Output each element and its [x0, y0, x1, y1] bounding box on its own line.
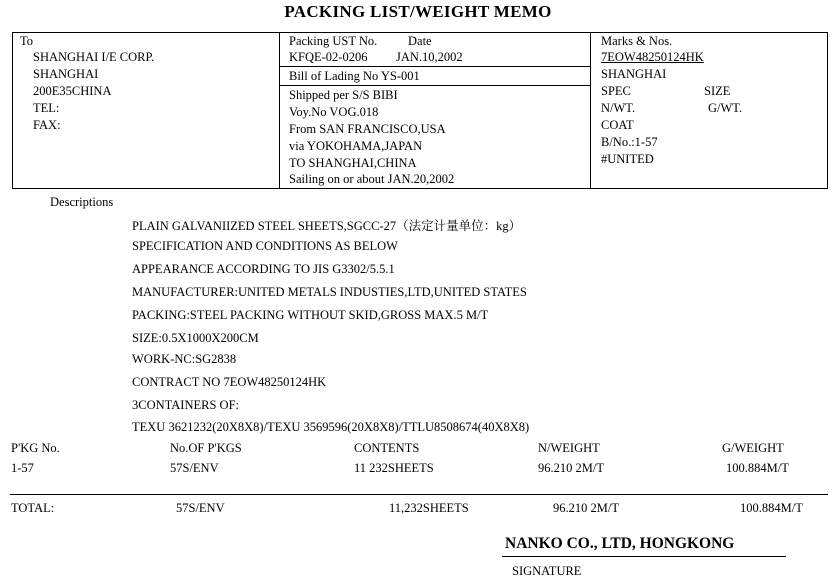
to-line: 200E35CHINA: [33, 84, 112, 98]
description-line: TEXU 3621232(20X8X8)/TEXU 3569596(20X8X8)/TTLU8508674(40X8X8): [132, 420, 530, 434]
cell-n-weight: 96.210 2M/T: [538, 461, 604, 475]
description-line: SIZE:0.5X1000X200CM: [132, 331, 259, 345]
shipped-line: Shipped per S/S BIBI: [289, 88, 398, 102]
total-label: TOTAL:: [11, 501, 55, 515]
to-line: SHANGHAI I/E CORP.: [33, 50, 155, 64]
bill-of-lading: Bill of Lading No YS-001: [289, 69, 420, 83]
description-line: WORK-NC:SG2838: [132, 352, 237, 366]
cell-g-weight: 100.884M/T: [726, 461, 789, 475]
shipped-line: via YOKOHAMA,JAPAN: [289, 139, 423, 153]
shipped-line: Sailing on or about JAN.20,2002: [289, 172, 455, 186]
marks-united: #UNITED: [601, 152, 654, 166]
document-title: PACKING LIST/WEIGHT MEMO: [284, 2, 552, 21]
marks-city: SHANGHAI: [601, 67, 667, 81]
packing-no-label: Packing UST No.: [289, 34, 378, 48]
to-line: FAX:: [33, 118, 61, 132]
descriptions-label: Descriptions: [50, 195, 114, 209]
shipped-line: Voy.No VOG.018: [289, 105, 379, 119]
total-no-of-pkgs: 57S/ENV: [176, 501, 225, 515]
date-value: JAN.10,2002: [396, 50, 463, 64]
shipped-line: TO SHANGHAI,CHINA: [289, 156, 417, 170]
company-name: NANKO CO., LTD, HONGKONG: [505, 535, 735, 552]
col-header-contents: CONTENTS: [354, 441, 420, 455]
description-line: CONTRACT NO 7EOW48250124HK: [132, 375, 327, 389]
marks-nwt: N/WT.: [601, 101, 636, 115]
marks-bno: B/No.:1-57: [601, 135, 658, 149]
divider-left: [279, 32, 280, 189]
date-label: Date: [408, 34, 432, 48]
shipped-line: From SAN FRANCISCO,USA: [289, 122, 446, 136]
description-line: MANUFACTURER:UNITED METALS INDUSTIES,LTD,UNITED STATES: [132, 285, 527, 299]
marks-gwt: G/WT.: [708, 101, 743, 115]
description-line: PACKING:STEEL PACKING WITHOUT SKID,GROSS MAX.5 M/T: [132, 308, 489, 322]
total-contents: 11,232SHEETS: [389, 501, 469, 515]
total-rule: [10, 494, 828, 495]
marks-size: SIZE: [704, 84, 731, 98]
marks-coat: COAT: [601, 118, 634, 132]
signature-label: SIGNATURE: [512, 564, 582, 578]
marks-label: Marks & Nos.: [601, 34, 673, 48]
description-line: PLAIN GALVANIIZED STEEL SHEETS,SGCC-27（法定计量单位：kg）: [132, 219, 522, 233]
signature-rule: [502, 556, 786, 557]
to-line: TEL:: [33, 101, 60, 115]
cell-contents: 11 232SHEETS: [354, 461, 434, 475]
col-header-pkg-no: P'KG No.: [11, 441, 60, 455]
rule-lading-bottom: [280, 85, 590, 86]
cell-no-of-pkgs: 57S/ENV: [170, 461, 219, 475]
to-label: To: [20, 34, 34, 48]
divider-right: [590, 32, 591, 189]
to-line: SHANGHAI: [33, 67, 99, 81]
total-n-weight: 96.210 2M/T: [553, 501, 619, 515]
description-line: 3CONTAINERS OF:: [132, 398, 239, 412]
col-header-no-of-pkgs: No.OF P'KGS: [170, 441, 242, 455]
rule-lading-top: [280, 66, 590, 67]
col-header-n-weight: N/WEIGHT: [538, 441, 600, 455]
total-g-weight: 100.884M/T: [740, 501, 803, 515]
col-header-g-weight: G/WEIGHT: [722, 441, 784, 455]
description-line: SPECIFICATION AND CONDITIONS AS BELOW: [132, 239, 398, 253]
description-line: APPEARANCE ACCORDING TO JIS G3302/5.5.1: [132, 262, 395, 276]
cell-pkg-no: 1-57: [11, 461, 34, 475]
marks-number: 7EOW48250124HK: [601, 50, 704, 64]
packing-no: KFQE-02-0206: [289, 50, 368, 64]
marks-spec: SPEC: [601, 84, 631, 98]
